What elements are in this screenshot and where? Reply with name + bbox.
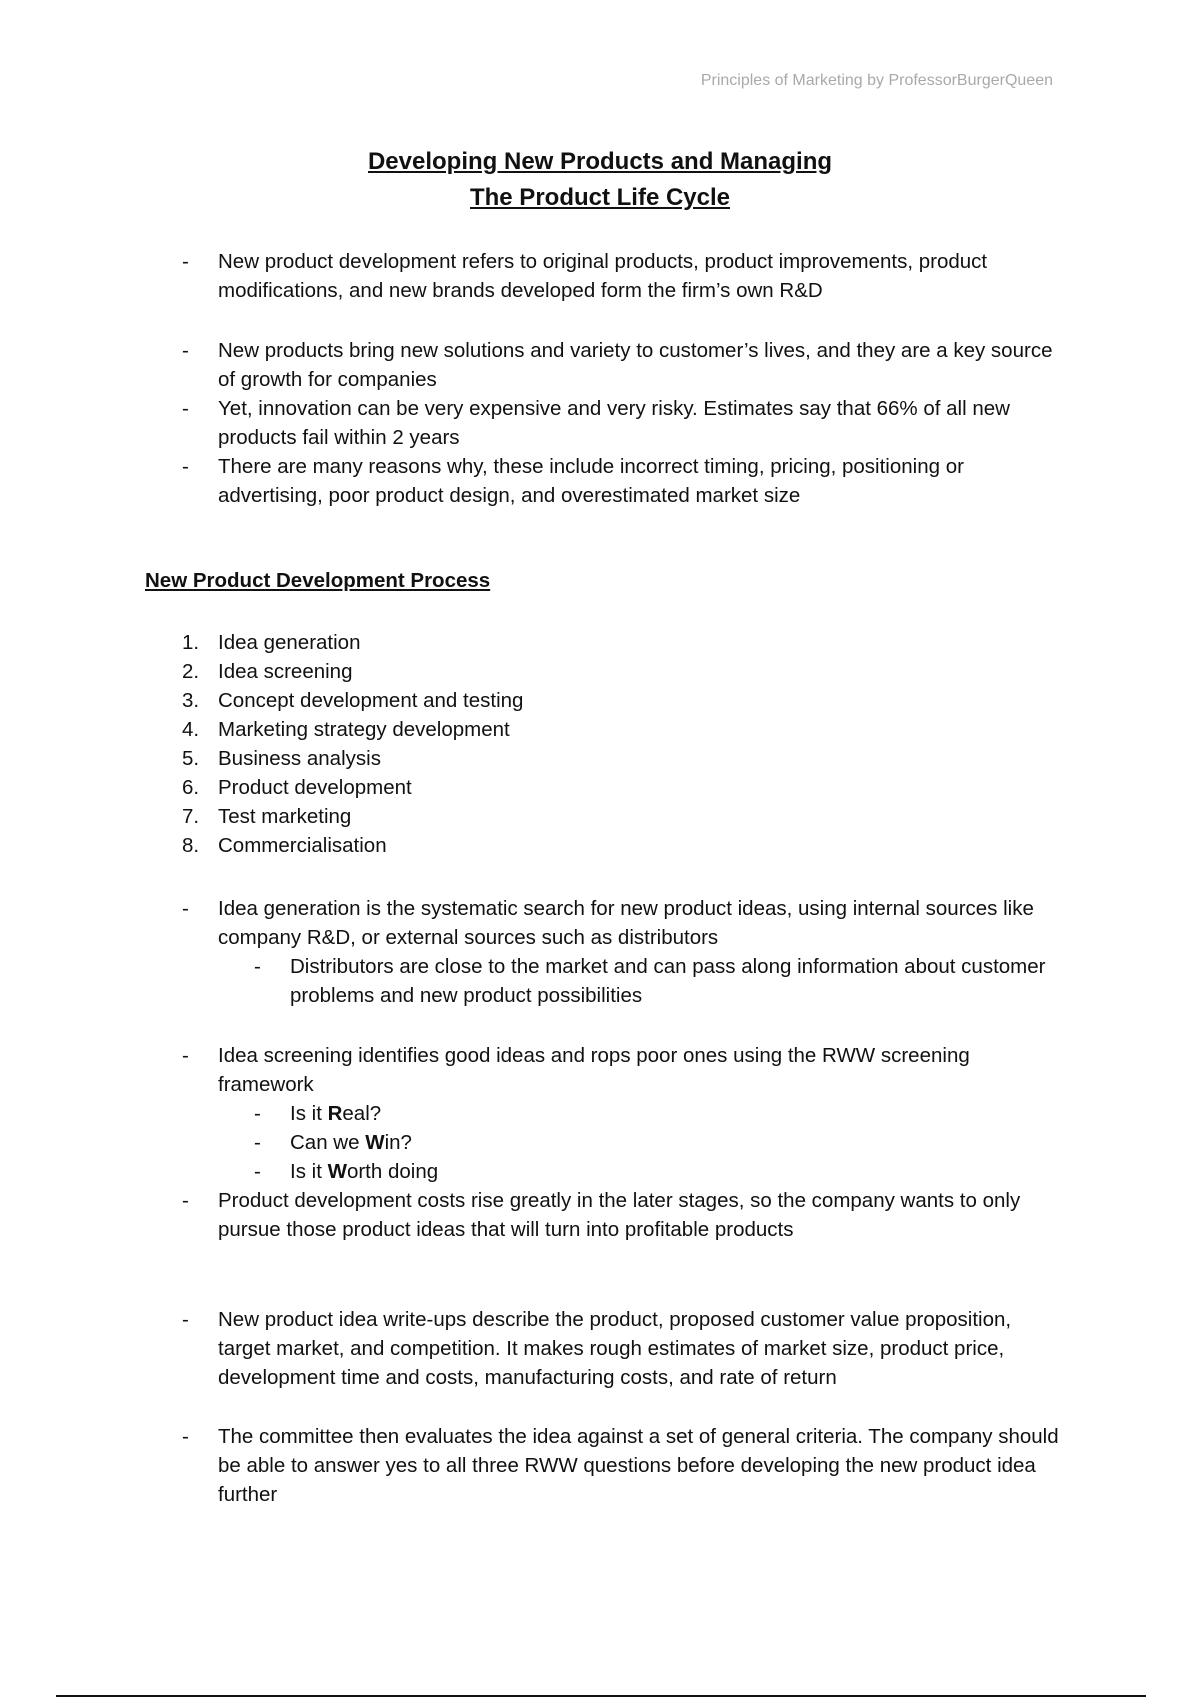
header-note: Principles of Marketing by ProfessorBurgerQueen	[700, 72, 1053, 89]
rww-text-post: eal?	[342, 1102, 382, 1125]
footer-rule	[56, 1695, 1146, 1697]
step-number: 7.	[182, 805, 200, 828]
process-step	[182, 831, 1062, 860]
process-step	[182, 715, 1062, 744]
intro-block-2	[182, 336, 1062, 510]
step-text: Product development	[218, 776, 412, 799]
bullet-dash: -	[254, 1160, 261, 1183]
bullet-text: New products bring new solutions and variety to customer’s lives, and they are a key source of growth for companies	[218, 339, 1053, 391]
step-number: 2.	[182, 660, 200, 683]
rww-text-post: in?	[384, 1131, 412, 1154]
list-item	[182, 336, 1062, 394]
process-step	[182, 773, 1062, 802]
process-step	[182, 802, 1062, 831]
bullet-text: Idea generation is the systematic search for new product ideas, using internal sources like company R&D, or external sources such as distributors	[218, 897, 1034, 949]
bullet-dash: -	[254, 955, 261, 978]
idea-screening-block	[182, 1041, 1062, 1244]
idea-generation-block	[182, 894, 1062, 1010]
rww-text-pre: Is it	[290, 1102, 328, 1125]
bullet-dash: -	[182, 250, 189, 273]
list-item	[182, 894, 1062, 952]
bullet-dash: -	[182, 397, 189, 420]
list-item	[182, 452, 1062, 510]
bullet-text: New product idea write-ups describe the product, proposed customer value proposition, target market, and competition. It makes rough estimates of market size, product price, development time and costs, manufacturing costs, and rate of return	[218, 1308, 1012, 1389]
process-steps-list	[182, 628, 1062, 860]
bullet-text: New product development refers to original products, product improvements, product modifications, and new brands developed form the firm’s own R&D	[218, 250, 988, 302]
rww-item	[254, 1099, 1062, 1128]
bullet-dash: -	[182, 1044, 189, 1067]
bullet-dash: -	[182, 1425, 189, 1448]
write-ups-block	[182, 1305, 1062, 1392]
step-number: 4.	[182, 718, 200, 741]
step-number: 5.	[182, 747, 200, 770]
list-item	[182, 1422, 1062, 1509]
process-step	[182, 628, 1062, 657]
bullet-dash: -	[182, 1189, 189, 1212]
section-heading: New Product Development Process	[145, 569, 491, 592]
step-text: Marketing strategy development	[218, 718, 510, 741]
rww-text-pre: Can we	[290, 1131, 366, 1154]
rww-text-pre: Is it	[290, 1160, 328, 1183]
page-title-line-2: The Product Life Cycle	[469, 184, 731, 211]
committee-block	[182, 1422, 1062, 1509]
step-text: Idea generation	[218, 631, 361, 654]
list-item	[182, 394, 1062, 452]
step-number: 8.	[182, 834, 200, 857]
bullet-text: Product development costs rise greatly in the later stages, so the company wants to only pursue those product ideas that will turn into profitable products	[218, 1189, 1021, 1241]
bullet-text: Idea screening identifies good ideas and rops poor ones using the RWW screening framework	[218, 1044, 970, 1096]
rww-letter: R	[327, 1102, 343, 1125]
list-item	[182, 247, 1062, 305]
bullet-dash: -	[182, 897, 189, 920]
rww-text-post: orth doing	[346, 1160, 439, 1183]
bullet-dash: -	[182, 1308, 189, 1331]
list-item	[182, 1186, 1062, 1244]
process-step	[182, 686, 1062, 715]
rww-letter: W	[365, 1131, 385, 1154]
step-number: 6.	[182, 776, 200, 799]
rww-item	[254, 1157, 1062, 1186]
step-text: Concept development and testing	[218, 689, 524, 712]
process-step	[182, 657, 1062, 686]
bullet-text: Yet, innovation can be very expensive and very risky. Estimates say that 66% of all new products fail within 2 years	[218, 397, 1010, 449]
bullet-dash: -	[182, 455, 189, 478]
sub-bullet-text: Distributors are close to the market and can pass along information about customer problems and new product possibilities	[290, 955, 1046, 1007]
step-text: Business analysis	[218, 747, 381, 770]
process-step	[182, 744, 1062, 773]
list-item	[182, 1041, 1062, 1099]
step-text: Commercialisation	[218, 834, 387, 857]
bullet-dash: -	[254, 1131, 261, 1154]
rww-item	[254, 1128, 1062, 1157]
step-number: 3.	[182, 689, 200, 712]
page-title	[0, 144, 1200, 216]
step-text: Idea screening	[218, 660, 353, 683]
intro-block-1	[182, 247, 1062, 305]
rww-letter: W	[327, 1160, 347, 1183]
bullet-dash: -	[254, 1102, 261, 1125]
step-text: Test marketing	[218, 805, 352, 828]
sub-list-item	[254, 952, 1062, 1010]
list-item	[182, 1305, 1062, 1392]
bullet-text: The committee then evaluates the idea against a set of general criteria. The company should be able to answer yes to all three RWW questions before developing the new product idea further	[218, 1425, 1059, 1506]
bullet-dash: -	[182, 339, 189, 362]
bullet-text: There are many reasons why, these include incorrect timing, pricing, positioning or advertising, poor product design, and overestimated market size	[218, 455, 964, 507]
step-number: 1.	[182, 631, 200, 654]
page-title-line-1: Developing New Products and Managing	[367, 148, 833, 175]
